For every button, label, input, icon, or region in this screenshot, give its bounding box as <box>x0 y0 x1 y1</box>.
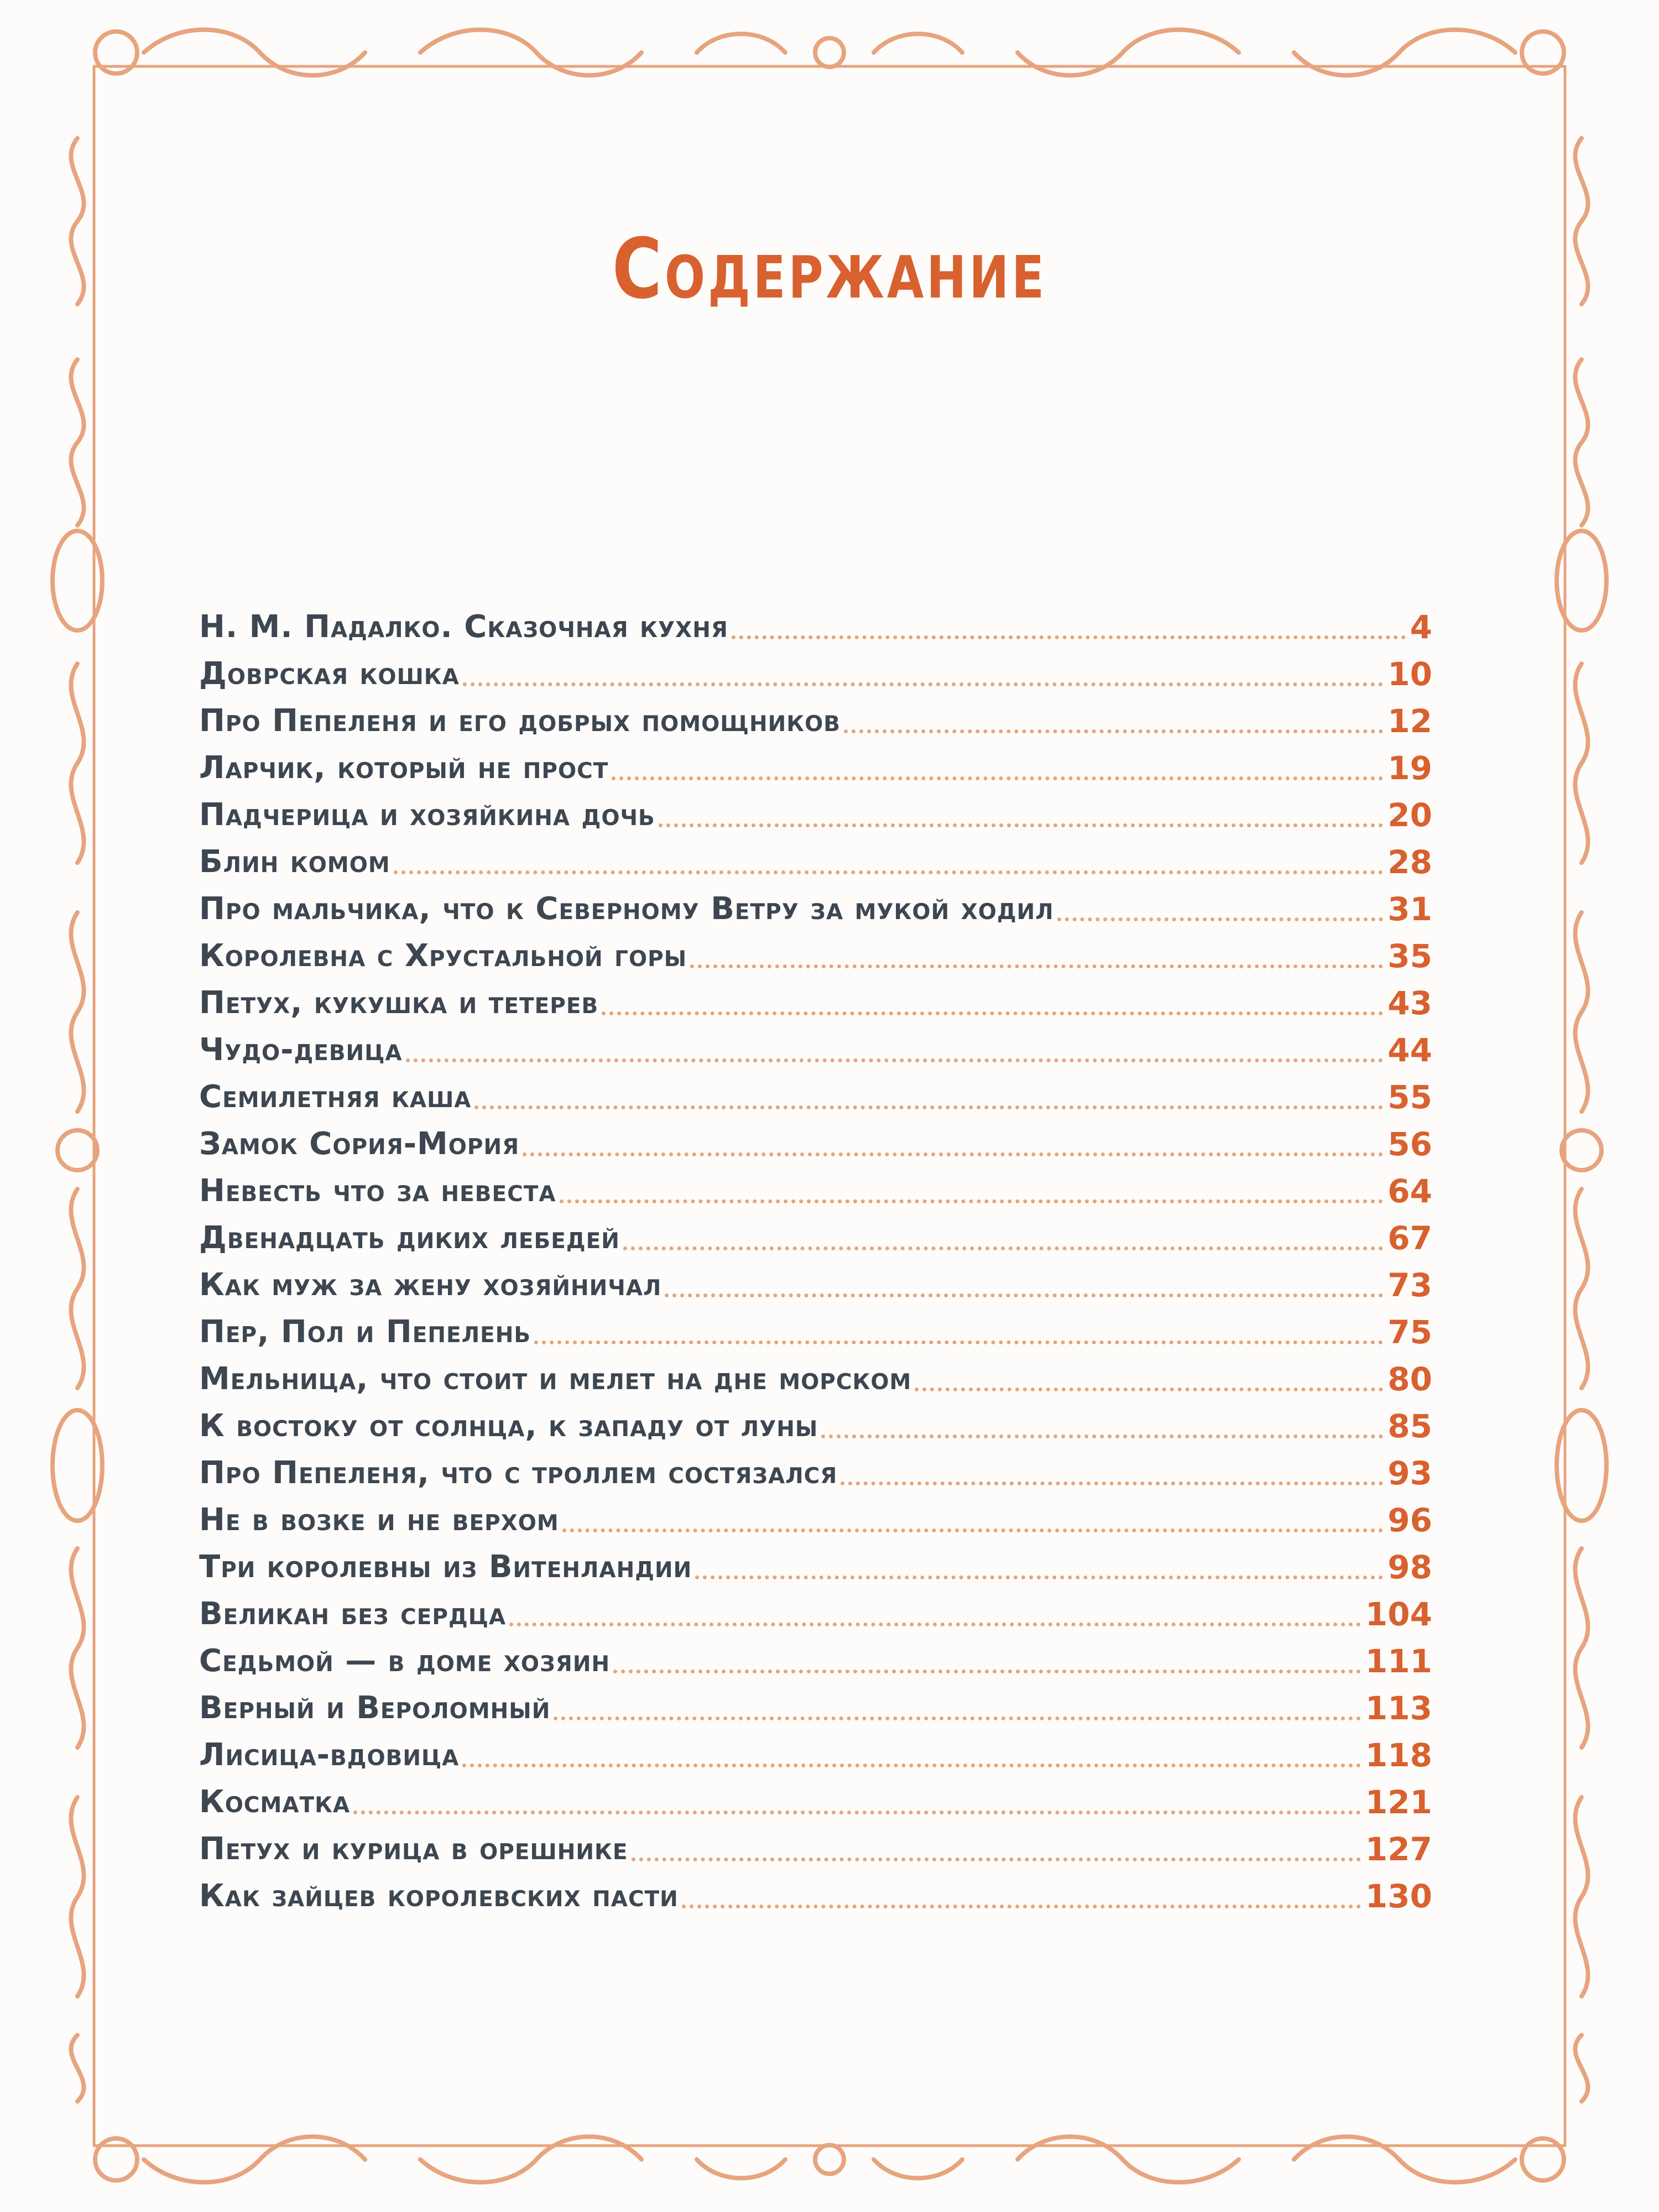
toc-entry <box>199 741 1432 788</box>
toc-entry-page-number: 44 <box>1387 1031 1432 1069</box>
toc-entry-page-number: 12 <box>1387 702 1432 740</box>
toc-entry <box>199 1681 1432 1728</box>
toc-entry <box>199 1211 1432 1258</box>
toc-entry-title: Седьмой — в доме хозяин <box>199 1643 611 1679</box>
dot-leader <box>915 1387 1383 1391</box>
toc-entry-page-number: 104 <box>1365 1595 1432 1633</box>
toc-entry <box>199 1305 1432 1352</box>
dot-leader <box>534 1340 1383 1344</box>
toc-entry <box>199 1258 1432 1305</box>
dot-leader <box>560 1199 1384 1203</box>
toc-entry-title: Падчерица и хозяйкина дочь <box>199 797 655 833</box>
toc-entry-page-number: 31 <box>1387 890 1432 928</box>
dot-leader <box>1057 917 1384 921</box>
toc-entry <box>199 788 1432 835</box>
dot-leader <box>562 1528 1384 1532</box>
toc-entry-title: Петух, кукушка и тетерев <box>199 985 599 1021</box>
toc-entry <box>199 1728 1432 1775</box>
toc-entry-title: Доврская кошка <box>199 656 460 692</box>
toc-entry-page-number: 10 <box>1387 655 1432 693</box>
toc-entry-title: Мельница, что стоит и мелет на дне морском <box>199 1361 912 1397</box>
dot-leader <box>554 1717 1361 1720</box>
dot-leader <box>463 682 1383 686</box>
toc-entry-title: Чудо-девица <box>199 1032 403 1068</box>
toc-entry-page-number: 20 <box>1387 796 1432 834</box>
toc-entry-title: Верный и Вероломный <box>199 1690 551 1726</box>
toc-entry <box>199 1164 1432 1211</box>
dot-leader <box>602 1011 1383 1015</box>
toc-entry <box>199 1493 1432 1540</box>
bottom-ornament <box>95 2137 1564 2183</box>
toc-entry <box>199 835 1432 882</box>
dot-leader <box>462 1764 1361 1767</box>
toc-entry-title: Не в возке и не верхом <box>199 1502 559 1538</box>
dot-leader <box>665 1293 1383 1297</box>
dot-leader <box>844 729 1383 733</box>
toc-entry-title: Пер, Пол и Пепелень <box>199 1314 531 1350</box>
dot-leader <box>690 964 1383 968</box>
dot-leader <box>612 776 1383 780</box>
toc-entry-title: Про Пепеленя, что с троллем состязался <box>199 1455 838 1491</box>
dot-leader <box>394 870 1384 874</box>
toc-entry-title: Королевна с Хрустальной горы <box>199 938 687 974</box>
dot-leader <box>523 1152 1383 1156</box>
toc-entry <box>199 1822 1432 1869</box>
toc-entry <box>199 1446 1432 1493</box>
dot-leader <box>821 1434 1383 1438</box>
toc-entry-page-number: 67 <box>1387 1219 1432 1257</box>
toc-entry-title: Великан без сердца <box>199 1596 507 1632</box>
toc-entry-page-number: 43 <box>1387 984 1432 1022</box>
toc-entry-page-number: 55 <box>1387 1078 1432 1116</box>
toc-entry-title: Невесть что за невеста <box>199 1173 556 1209</box>
dot-leader <box>695 1575 1383 1579</box>
toc-entry <box>199 1352 1432 1399</box>
toc-entry <box>199 600 1432 647</box>
dot-leader <box>841 1481 1383 1485</box>
dot-leader <box>632 1858 1361 1861</box>
toc-entry-page-number: 4 <box>1410 608 1432 646</box>
toc-entry-page-number: 28 <box>1387 843 1432 881</box>
toc-entry <box>199 1634 1432 1681</box>
toc-entry-page-number: 19 <box>1387 749 1432 787</box>
dot-leader <box>474 1105 1383 1109</box>
toc-entry-page-number: 80 <box>1387 1360 1432 1398</box>
toc-entry-page-number: 127 <box>1365 1830 1432 1868</box>
toc-entry-page-number: 111 <box>1365 1642 1432 1680</box>
toc-entry-page-number: 56 <box>1387 1125 1432 1163</box>
dot-leader <box>613 1670 1361 1673</box>
toc-entry-page-number: 73 <box>1387 1266 1432 1304</box>
toc-entry <box>199 1869 1432 1916</box>
toc-entry <box>199 647 1432 694</box>
dot-leader <box>353 1811 1361 1814</box>
table-of-contents <box>199 600 1432 1916</box>
toc-entry <box>199 1540 1432 1587</box>
toc-entry-page-number: 121 <box>1365 1783 1432 1821</box>
toc-entry-page-number: 85 <box>1387 1407 1432 1445</box>
toc-entry-page-number: 64 <box>1387 1172 1432 1210</box>
toc-entry-title: Про Пепеленя и его добрых помощников <box>199 703 841 739</box>
toc-entry-page-number: 113 <box>1365 1689 1432 1727</box>
dot-leader <box>406 1058 1384 1062</box>
toc-entry <box>199 1070 1432 1117</box>
toc-entry-page-number: 98 <box>1387 1548 1432 1586</box>
toc-entry-page-number: 118 <box>1365 1736 1432 1774</box>
toc-entry-page-number: 130 <box>1365 1877 1432 1915</box>
toc-entry <box>199 1587 1432 1634</box>
toc-entry-title: Двенадцать диких лебедей <box>199 1220 620 1256</box>
dot-leader <box>682 1905 1361 1908</box>
toc-entry-title: Три королевны из Витенландии <box>199 1549 692 1585</box>
toc-entry-title: Как муж за жену хозяйничал <box>199 1267 662 1303</box>
toc-entry-page-number: 75 <box>1387 1313 1432 1351</box>
toc-entry <box>199 1117 1432 1164</box>
page-title: Содержание <box>612 221 1047 317</box>
toc-entry-page-number: 96 <box>1387 1501 1432 1539</box>
toc-entry-title: Лисица-вдовица <box>199 1737 460 1773</box>
dot-leader <box>509 1623 1361 1626</box>
toc-entry <box>199 929 1432 976</box>
toc-entry <box>199 976 1432 1023</box>
toc-entry <box>199 1399 1432 1446</box>
dot-leader <box>732 635 1406 639</box>
toc-entry <box>199 1775 1432 1822</box>
toc-entry-title: Семилетняя каша <box>199 1079 472 1115</box>
toc-entry-title: Как зайцев королевских пасти <box>199 1878 679 1914</box>
toc-entry-page-number: 93 <box>1387 1454 1432 1492</box>
toc-entry-title: Н. М. Падалко. Сказочная кухня <box>199 609 728 645</box>
toc-entry-title: К востоку от солнца, к западу от луны <box>199 1408 818 1444</box>
toc-entry-title: Ларчик, который не прост <box>199 750 609 786</box>
toc-entry <box>199 694 1432 741</box>
toc-entry <box>199 1023 1432 1070</box>
top-ornament <box>95 30 1564 76</box>
toc-entry-page-number: 35 <box>1387 937 1432 975</box>
toc-entry-title: Косматка <box>199 1784 351 1820</box>
toc-entry-title: Про мальчика, что к Северному Ветру за мукой ходил <box>199 891 1054 927</box>
toc-entry-title: Блин комом <box>199 844 390 880</box>
dot-leader <box>659 823 1384 827</box>
toc-entry <box>199 882 1432 929</box>
dot-leader <box>623 1246 1383 1250</box>
toc-entry-title: Петух и курица в орешнике <box>199 1831 628 1867</box>
toc-entry-title: Замок Сория-Мория <box>199 1126 520 1162</box>
